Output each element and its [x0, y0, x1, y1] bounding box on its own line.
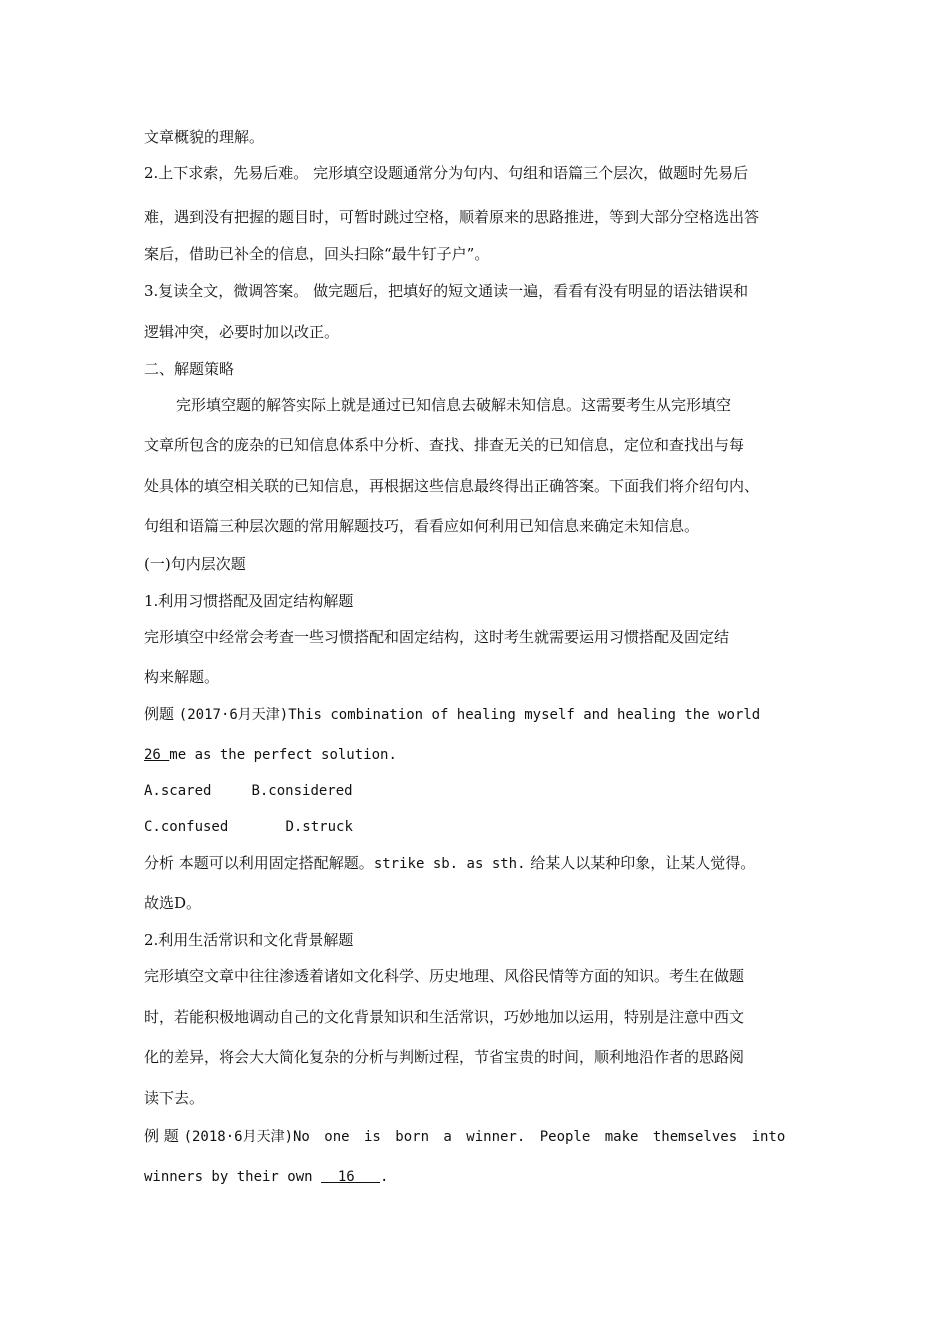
text-line: 时，若能积极地调动自己的文化背景知识和生活常识，巧妙地加以运用，特别是注意中西文 — [144, 1008, 745, 1026]
sentence-end: . — [380, 1169, 389, 1185]
options-row — [144, 781, 353, 801]
text-line: 难，遇到没有把握的题目时，可暂时跳过空格，顺着原来的思路推进，等到大部分空格选出答 — [144, 208, 760, 226]
example-line — [144, 1167, 388, 1187]
text-line: 文章概貌的理解。 — [144, 128, 265, 146]
text-line: 逻辑冲突，必要时加以改正。 — [144, 323, 340, 341]
example-line — [144, 1126, 785, 1147]
blank-number: 26 — [144, 747, 170, 763]
text-line: 化的差异，将会大大简化复杂的分析与判断过程，节省宝贵的时间，顺利地沿作者的思路阅 — [144, 1048, 745, 1066]
example-line — [144, 704, 760, 725]
example-text: (2017·6月天津)This combination of healing myself and healing the world — [178, 707, 761, 723]
list-item-3: 3.复读全文，微调答案。 做完题后，把填好的短文通读一遍，看看有没有明显的语法错误和 — [144, 282, 749, 300]
subsection-heading: (一)句内层次题 — [144, 555, 246, 573]
list-item-2: 2.上下求索，先易后难。 完形填空设题通常分为句内、句组和语篇三个层次，做题时先易后 — [144, 164, 749, 182]
option-d: D.struck — [285, 819, 353, 835]
analysis-phrase: strike sb. as sth. — [373, 856, 526, 872]
analysis-text: 给某人以某种印象，让某人觉得。 — [525, 854, 756, 872]
option-b: B.considered — [251, 783, 353, 799]
example-text: (2018·6月天津)No one is born a winner. People make themselves into — [183, 1129, 786, 1145]
example-text: winners by their own — [144, 1169, 313, 1185]
blank-number: 16 — [321, 1169, 381, 1185]
text-line: 案后，借助已补全的信息，回头扫除“最牛钉子户”。 — [144, 245, 490, 263]
analysis-text: 本题可以利用固定搭配解题。 — [178, 854, 374, 872]
section-heading: 二、解题策略 — [144, 360, 235, 378]
analysis-line — [144, 853, 755, 874]
text-line: 构来解题。 — [144, 668, 220, 686]
example-line — [144, 745, 397, 765]
options-row — [144, 817, 353, 837]
text-line: 句组和语篇三种层次题的常用解题技巧，看看应如何利用已知信息来确定未知信息。 — [144, 517, 700, 535]
text-line: 读下去。 — [144, 1089, 205, 1107]
text-line: 文章所包含的庞杂的已知信息体系中分析、查找、排查无关的已知信息，定位和查找出与每 — [144, 436, 745, 454]
text-line: 完形填空文章中往往渗透着诸如文化科学、历史地理、风俗民情等方面的知识。考生在做题 — [144, 967, 745, 985]
item-heading-1: 1.利用习惯搭配及固定结构解题 — [144, 592, 354, 610]
text-line: 处具体的填空相关联的已知信息，再根据这些信息最终得出正确答案。下面我们将介绍句内、 — [144, 477, 760, 495]
example-label: 例 题 — [144, 1127, 179, 1145]
option-a: A.scared — [144, 783, 212, 799]
analysis-label: 分析 — [144, 854, 175, 872]
analysis-answer: 故选D。 — [144, 894, 202, 912]
item-heading-2: 2.利用生活常识和文化背景解题 — [144, 931, 354, 949]
example-label: 例题 — [144, 705, 175, 723]
option-c: C.confused — [144, 819, 229, 835]
text-line: 完形填空中经常会考查一些习惯搭配和固定结构，这时考生就需要运用习惯搭配及固定结 — [144, 628, 730, 646]
example-text: me as the perfect solution. — [169, 747, 397, 763]
paragraph-first-line: 完形填空题的解答实际上就是通过已知信息去破解未知信息。这需要考生从完形填空 — [176, 396, 732, 414]
